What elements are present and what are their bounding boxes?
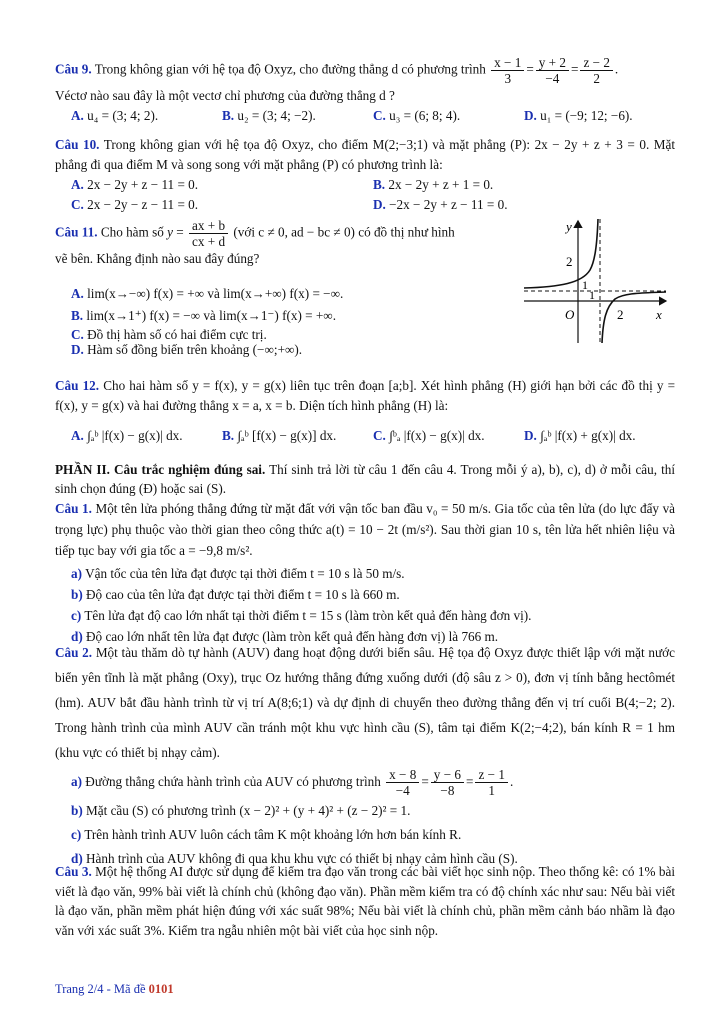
graph-tick-y-1: 1 [582,278,588,292]
q11-graph [520,215,670,345]
p1-item-c[interactable]: c) Tên lửa đạt độ cao lớn nhất tại thời điểm t = 15 s (làm tròn kết quả đến hàng đơn vị). [71,608,532,623]
exam-code: 0101 [148,982,174,996]
question-11: Câu 11. Cho hàm số y = $\frac{ax + b}{cx + d}$ (với c ≠ 0, ad − bc ≠ 0) có đồ thị như hình vẽ bên. Khẳng định nào sau đây đúng? A. lim(x→−∞) f(x) = +∞ và lim(x→+∞) f(x) = −∞. B. lim(x→1⁺) f(x) = −∞ và lim(x→1⁻) f(x) = +∞. C. Đồ thị hàm số có hai điểm cực trị. D. Hàm số đồng biến trên khoảng (−∞;+∞). [55,218,515,357]
part-2-title: PHẦN II. Câu trắc nghiệm đúng sai. [55,462,266,477]
question-9: Câu 9. Trong không gian với hệ tọa độ Oxyz, cho đường thẳng d có phương trình $\frac{x - 1}{3}$ = $\frac{y + 2}{-4}$ = $\frac{z - 2}{2}$ . Véctơ nào sau đây là một vectơ chỉ phương của đường thẳng d ? A. u₄ = (3; 4; 2). B. u₂ = (3; 4; −2). C. u₃ = (6; 8; 4). D. u₁ = (−9; 12; −6). [55,55,675,126]
part2-question-3: Câu 3. Một hệ thống AI được sử dụng để kiểm tra đạo văn trong các bài viết học sinh nộp. Theo thống kê: có 1% bài viết là đạo văn, 99% bài viết là chính chủ (không đạo văn). Phần mềm kiểm tra có độ chính xác như sau: Nếu bài viết là đạo văn, phần mềm phát hiện đúng với xác suất 98%; Nếu bài viết là chính chủ, phần mềm cảnh báo nhầm là đạo văn với xác suất 3%. Kiểm tra ngẫu nhiên một bài viết của học sinh nộp. [55,864,676,938]
p1-item-a[interactable]: a) Vận tốc của tên lửa đạt được tại thời điểm t = 10 s là 50 m/s. [71,566,405,581]
q9-option-a[interactable]: A. u₄ = (3; 4; 2). [71,108,159,123]
part2-question-2: Câu 2. Một tàu thăm dò tự hành (AUV) đang hoạt động dưới biển sâu. Hệ tọa độ Oxyz được thiết lập với mặt nước biển yên tĩnh là mặt phẳng (Oxy), trục Oz hướng thẳng đứng xuống dưới (độ sâu z > 0), đơn vị tính bằng hectômét (hm). AUV bắt đầu hành trình từ vị trí A(8;6;1) và dự định di chuyển theo đường thẳng đến vị trí cuối B(4;−2; 2). Trong hành trình của mình AUV cần tránh một khu vực hình cầu (S), tâm tại điểm K(2;−4;2), bán kính R = 1 hm (khu vực có thiết bị nhạy cảm). a) Đường thẳng chứa hành trình của AUV có phương trình $\frac{x - 8}{-4}$ = $\frac{y - 6}{-8}$ = $\frac{z - 1}{1}$ . b) Mặt cầu (S) có phương trình (x − 2)² + (y + 4)² + (z − 2)² = 1. c) Trên hành trình AUV luôn cách tâm K một khoảng lớn hơn bán kính R. d) Hành trình của AUV không đi qua khu khu vực có thiết bị nhạy cảm hình cầu (S). [55,640,675,871]
part2-question-1: Câu 1. Một tên lửa phóng thẳng đứng từ mặt đất với vận tốc ban đầu v₀ = 50 m/s. Gia tốc của tên lửa (do lực đẩy và trọng lực) phụ thuộc vào thời gian theo công thức a(t) = 10 − 2t (m/s²). Sau thời gian 10 s, tên lửa hết nhiên liệu và tiếp tục bay với gia tốc a = −9,8 m/s². a) Vận tốc của tên lửa đạt được tại thời điểm t = 10 s là 50 m/s. b) Độ cao của tên lửa đạt được tại thời điểm t = 10 s là 660 m. c) Tên lửa đạt độ cao lớn nhất tại thời điểm t = 15 s (làm tròn kết quả đến hàng đơn vị). d) Độ cao lớn nhất tên lửa đạt được (làm tròn kết quả đến hàng đơn vị) là 766 m. [55,498,675,647]
graph-tick-x-1: 1 [589,288,595,302]
graph-tick-y-2: 2 [566,254,573,269]
q10-text: Trong không gian với hệ tọa độ Oxyz, cho điểm M(2;−3;1) và mặt phẳng (P): 2x − 2y + z + 3 = 0. Mặt phẳng đi qua điểm M và song song với mặt phẳng (P) có phương trình là: [55,137,676,172]
page-footer: Trang 2/4 - Mã đề 0101 [55,982,174,996]
graph-label-x: x [656,307,662,322]
q12-option-a[interactable]: A. ∫ₐᵇ |f(x) − g(x)| dx. [71,428,183,443]
q12-text: Cho hai hàm số y = f(x), y = g(x) liên tục trên đoạn [a;b]. Xét hình phẳng (H) giới hạn bởi các đồ thị y = f(x), y = g(x) và hai đường thẳng x = a, x = b. Diện tích hình phẳng (H) là: [55,378,676,413]
graph-label-y: y [566,219,572,234]
q9-label: Câu 9. [55,61,92,77]
q10-label: Câu 10. [55,137,100,152]
q11-option-a[interactable]: A. lim(x→−∞) f(x) = +∞ và lim(x→+∞) f(x) = −∞. [71,286,344,301]
q9-option-c[interactable]: C. u₃ = (6; 8; 4). [373,108,461,123]
graph-tick-x-2: 2 [617,307,624,322]
p2-item-d[interactable]: d) Hành trình của AUV không đi qua khu khu vực có thiết bị nhạy cảm hình cầu (S). [71,851,518,866]
q9-frac-x: $\frac{x - 1}{3}$ [491,55,524,86]
p1-item-d[interactable]: d) Độ cao lớn nhất tên lửa đạt được (làm tròn kết quả đến hàng đơn vị) là 766 m. [71,629,499,644]
question-10 [55,135,675,215]
p2-item-c[interactable]: c) Trên hành trình AUV luôn cách tâm K một khoảng lớn hơn bán kính R. [71,827,462,842]
q9-question: Véctơ nào sau đây là một vectơ chỉ phương của đường thẳng d ? [55,88,395,103]
q9-option-d[interactable]: D. u₁ = (−9; 12; −6). [524,108,633,123]
p1-item-b[interactable]: b) Độ cao của tên lửa đạt được tại thời điểm t = 10 s là 660 m. [71,587,400,602]
q12-option-d[interactable]: D. ∫ₐᵇ |f(x) + g(x)| dx. [524,428,636,443]
q10-option-c[interactable]: C. 2x − 2y − z − 11 = 0. [71,197,199,212]
q11-label: Câu 11. [55,224,98,240]
q11-option-b[interactable]: B. lim(x→1⁺) f(x) = −∞ và lim(x→1⁻) f(x) = +∞. [71,308,337,323]
q9-option-b[interactable]: B. u₂ = (3; 4; −2). [222,108,316,123]
question-12 [55,376,675,456]
q9-frac-y: $\frac{y + 2}{-4}$ [536,55,569,86]
p2-item-b[interactable]: b) Mặt cầu (S) có phương trình (x − 2)² + (y + 4)² + (z − 2)² = 1. [71,803,411,818]
q11-option-c[interactable]: C. Đồ thị hàm số có hai điểm cực trị. [71,327,267,342]
q12-option-c[interactable]: C. ∫ᵇₐ |f(x) − g(x)| dx. [373,428,485,443]
graph-label-origin: O [565,307,575,322]
q12-option-b[interactable]: B. ∫ₐᵇ [f(x) − g(x)] dx. [222,428,337,443]
q10-option-a[interactable]: A. 2x − 2y + z − 11 = 0. [71,177,199,192]
q11-function: $\frac{ax + b}{cx + d}$ [189,218,228,249]
q11-option-d[interactable]: D. Hàm số đồng biến trên khoảng (−∞;+∞). [71,342,303,357]
q9-options [55,106,675,126]
q9-text: Trong không gian với hệ tọa độ Oxyz, cho đường thẳng d có phương trình [94,61,486,77]
part-2-header: PHẦN II. Câu trắc nghiệm đúng sai. Thí sinh trả lời từ câu 1 đến câu 4. Trong mỗi ý a), b), c), d) ở mỗi câu, thí sinh chọn đúng (Đ) hoặc sai (S). [55,462,675,496]
q10-option-d[interactable]: D. −2x − 2y + z − 11 = 0. [373,197,508,212]
q12-label: Câu 12. [55,378,100,393]
q9-frac-z: $\frac{z - 2}{2}$ [580,55,612,86]
p2-item-a[interactable]: a) Đường thẳng chứa hành trình của AUV có phương trình $\frac{x - 8}{-4}$ = $\frac{y - 6}{-8}$ = $\frac{z - 1}{1}$ . [71,767,514,799]
q10-option-b[interactable]: B. 2x − 2y + z + 1 = 0. [373,177,494,192]
